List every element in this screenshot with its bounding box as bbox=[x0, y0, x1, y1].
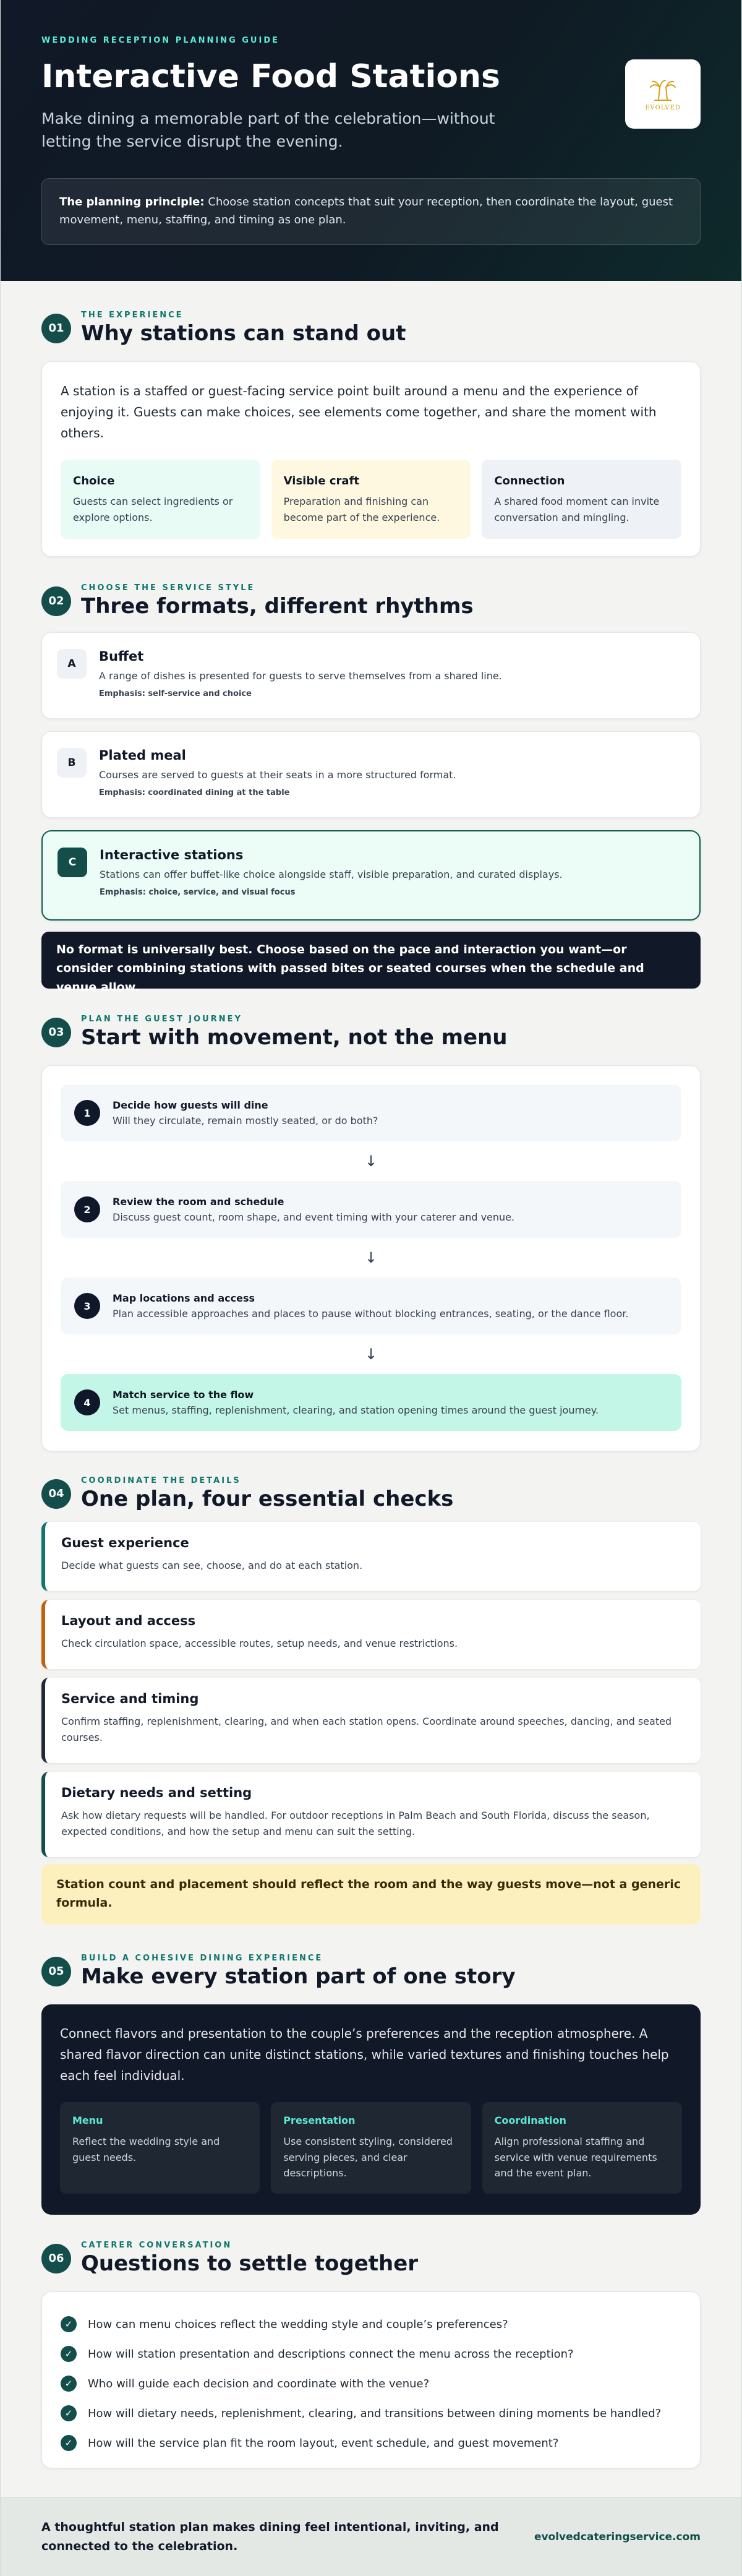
format-interactive-stations bbox=[41, 830, 701, 921]
step-title: Decide how guests will dine bbox=[113, 1099, 268, 1111]
cohesive-pillars bbox=[60, 2102, 682, 2194]
section-title: Three formats, different rhythms bbox=[81, 594, 474, 619]
section-header bbox=[41, 1015, 701, 1050]
principle-label: The planning principle: bbox=[59, 195, 205, 208]
check-text: Decide what guests can see, choose, and do at each station. bbox=[61, 1560, 363, 1571]
pillar-text: Reflect the wedding style and guest needs. bbox=[72, 2136, 220, 2163]
check-icon: ✓ bbox=[61, 2376, 77, 2392]
questions-card bbox=[41, 2291, 701, 2468]
section-header bbox=[41, 1954, 701, 1990]
pillar-title: Menu bbox=[72, 2114, 103, 2126]
experience-intro: A station is a staffed or guest-facing service point built around a menu and the experience of enjoying it. Guests can make choices, see elements come together, and share the moment with others. bbox=[61, 384, 657, 440]
check-dietary-setting bbox=[41, 1772, 701, 1857]
step-text: Discuss guest count, room shape, and event timing with your caterer and venue. bbox=[113, 1211, 515, 1223]
section-questions bbox=[41, 2241, 701, 2470]
arrow-down-icon: ↓ bbox=[364, 1153, 378, 1170]
question-item bbox=[61, 2428, 681, 2458]
format-text: Courses are served to guests at their seats in a more structured format. bbox=[99, 769, 456, 781]
journey-step-2 bbox=[61, 1181, 681, 1238]
section-number: 04 bbox=[41, 1479, 71, 1509]
check-icon: ✓ bbox=[61, 2435, 77, 2451]
question-text: How will station presentation and descriptions connect the menu across the reception? bbox=[88, 2347, 574, 2361]
question-text: How can menu choices reflect the wedding style and couple’s preferences? bbox=[88, 2317, 508, 2331]
benefit-text: Preparation and finishing can become part of the experience. bbox=[283, 496, 440, 523]
details-callout: Station count and placement should reflect the room and the way guests move—not a generic formula. bbox=[41, 1864, 701, 1925]
step-title: Review the room and schedule bbox=[113, 1196, 284, 1208]
section-eyebrow: CATERER CONVERSATION bbox=[81, 2241, 232, 2250]
step-number: 1 bbox=[74, 1100, 100, 1126]
section-eyebrow: BUILD A COHESIVE DINING EXPERIENCE bbox=[81, 1954, 323, 1963]
format-emphasis: Emphasis: coordinated dining at the table bbox=[99, 788, 290, 797]
step-number: 3 bbox=[74, 1293, 100, 1319]
arrow-down-icon: ↓ bbox=[364, 1346, 378, 1363]
check-icon: ✓ bbox=[61, 2316, 77, 2332]
format-title: Buffet bbox=[99, 649, 144, 664]
check-service-timing bbox=[41, 1678, 701, 1763]
question-text: How will dietary needs, replenishment, clearing, and transitions between dining moments be handled? bbox=[88, 2406, 662, 2420]
section-eyebrow: CHOOSE THE SERVICE STYLE bbox=[81, 583, 255, 593]
question-item bbox=[61, 2369, 681, 2398]
check-layout-access bbox=[41, 1600, 701, 1669]
format-letter: A bbox=[57, 649, 87, 679]
question-text: How will the service plan fit the room layout, event schedule, and guest movement? bbox=[88, 2436, 559, 2450]
question-item bbox=[61, 2339, 681, 2369]
step-text: Set menus, staffing, replenishment, clearing, and station opening times around the guest journey. bbox=[113, 1404, 599, 1416]
check-title: Guest experience bbox=[61, 1535, 189, 1550]
cohesive-intro: Connect flavors and presentation to the couple’s preferences and the reception atmosphere. A shared flavor direction can unite distinct stations, while varied textures and finishing touches help each feel individual. bbox=[60, 2026, 669, 2083]
question-text: Who will guide each decision and coordinate with the venue? bbox=[88, 2377, 430, 2390]
step-title: Match service to the flow bbox=[113, 1389, 254, 1401]
section-eyebrow: THE EXPERIENCE bbox=[81, 311, 184, 320]
format-emphasis: Emphasis: self-service and choice bbox=[99, 689, 252, 698]
logo-text: EVOLVED bbox=[645, 104, 681, 111]
cohesive-card bbox=[41, 2004, 701, 2215]
section-header bbox=[41, 583, 474, 619]
hero-eyebrow: WEDDING RECEPTION PLANNING GUIDE bbox=[41, 36, 279, 45]
section-cohesive bbox=[41, 1954, 701, 2216]
journey-step-4 bbox=[61, 1374, 681, 1431]
journey-step-1 bbox=[61, 1084, 681, 1141]
section-title: Make every station part of one story bbox=[81, 1964, 516, 1989]
question-item bbox=[61, 2309, 681, 2339]
section-title: Start with movement, not the menu bbox=[81, 1025, 508, 1050]
format-letter: B bbox=[57, 748, 87, 778]
journey-card bbox=[41, 1065, 701, 1451]
check-text: Check circulation space, accessible routes, setup needs, and venue restrictions. bbox=[61, 1638, 458, 1649]
format-plated-meal bbox=[41, 731, 701, 818]
pillar-text: Use consistent styling, considered serving pieces, and clear descriptions. bbox=[283, 2136, 453, 2179]
section-title: Why stations can stand out bbox=[81, 321, 406, 346]
check-title: Service and timing bbox=[61, 1691, 199, 1706]
hero-title: Interactive Food Stations bbox=[41, 58, 500, 95]
check-title: Layout and access bbox=[61, 1613, 196, 1628]
format-letter: C bbox=[58, 848, 87, 877]
step-text: Plan accessible approaches and places to pause without blocking entrances, seating, or the dance floor. bbox=[113, 1308, 629, 1320]
check-text: Ask how dietary requests will be handled. For outdoor receptions in Palm Beach and South Florida, discuss the season, expected conditions, and how the setup and menu can suit the setting. bbox=[61, 1810, 650, 1837]
pillar-presentation bbox=[271, 2102, 471, 2194]
pillar-title: Coordination bbox=[494, 2114, 566, 2126]
format-buffet bbox=[41, 632, 701, 719]
section-formats bbox=[41, 0, 701, 994]
section-number: 02 bbox=[41, 586, 71, 616]
step-number: 4 bbox=[74, 1389, 100, 1415]
principle-text: Choose station concepts that suit your reception, then coordinate the layout, guest movement, menu, staffing, and timing as one plan. bbox=[59, 195, 673, 226]
section-title: Questions to settle together bbox=[81, 2251, 419, 2276]
check-icon: ✓ bbox=[61, 2405, 77, 2421]
format-text: Stations can offer buffet-like choice alongside staff, visible preparation, and curated displays. bbox=[100, 869, 563, 880]
journey-step-3 bbox=[61, 1277, 681, 1334]
step-number: 2 bbox=[74, 1196, 100, 1222]
hero-subtitle: Make dining a memorable part of the celebration—without letting the service disrupt the evening. bbox=[41, 109, 495, 151]
format-callout: No format is universally best. Choose based on the pace and interaction you want—or consider combining stations with passed bites or seated courses when the schedule and venue allow. bbox=[41, 932, 701, 989]
benefit-text: Guests can select ingredients or explore options. bbox=[73, 496, 233, 523]
format-text: A range of dishes is presented for guests to serve themselves from a shared line. bbox=[99, 670, 502, 682]
footer-site-link[interactable]: evolvedcateringservice.com bbox=[534, 2530, 701, 2543]
section-number: 03 bbox=[41, 1018, 71, 1047]
pillar-text: Align professional staffing and service with venue requirements and the event plan. bbox=[494, 2136, 657, 2179]
benefit-text: A shared food moment can invite conversation and mingling. bbox=[494, 496, 660, 523]
section-eyebrow: PLAN THE GUEST JOURNEY bbox=[81, 1015, 242, 1024]
section-journey bbox=[41, 1015, 701, 1455]
check-icon: ✓ bbox=[61, 2346, 77, 2362]
format-emphasis: Emphasis: choice, service, and visual focus bbox=[100, 888, 296, 897]
footer-message: A thoughtful station plan makes dining feel intentional, inviting, and connected to the celebration. bbox=[41, 2520, 499, 2553]
format-title: Interactive stations bbox=[100, 848, 244, 862]
question-item bbox=[61, 2398, 681, 2428]
section-header bbox=[41, 1476, 701, 1512]
pillar-coordination bbox=[482, 2102, 682, 2194]
arrow-down-icon: ↓ bbox=[364, 1249, 378, 1266]
section-title: One plan, four essential checks bbox=[81, 1487, 454, 1511]
check-guest-experience bbox=[41, 1522, 701, 1591]
benefit-title: Visible craft bbox=[283, 474, 359, 487]
check-text: Confirm staffing, replenishment, clearing, and when each station opens. Coordinate around speeches, dancing, and seated courses. bbox=[61, 1715, 672, 1743]
step-title: Map locations and access bbox=[113, 1292, 255, 1304]
check-title: Dietary needs and setting bbox=[61, 1785, 252, 1800]
section-header bbox=[41, 2241, 701, 2277]
format-title: Plated meal bbox=[99, 748, 186, 763]
section-details bbox=[41, 1476, 701, 1928]
section-number: 06 bbox=[41, 2244, 71, 2273]
pillar-title: Presentation bbox=[283, 2114, 356, 2126]
section-number: 01 bbox=[41, 314, 71, 343]
section-eyebrow: COORDINATE THE DETAILS bbox=[81, 1476, 241, 1485]
benefit-title: Choice bbox=[73, 474, 115, 487]
section-number: 05 bbox=[41, 1957, 71, 1986]
step-text: Will they circulate, remain mostly seated, or do both? bbox=[113, 1115, 378, 1127]
benefit-title: Connection bbox=[494, 474, 565, 487]
pillar-menu bbox=[60, 2102, 260, 2194]
footer bbox=[1, 2497, 741, 2576]
